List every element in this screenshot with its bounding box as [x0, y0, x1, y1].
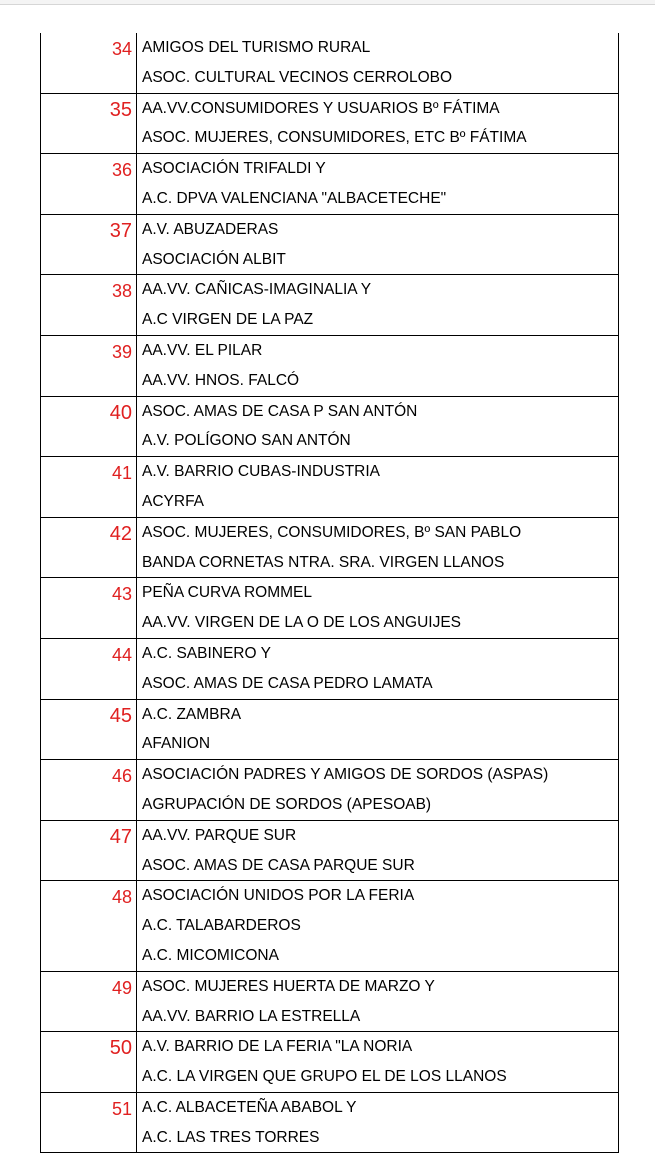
row-number: 44 [111, 644, 132, 665]
association-name: A.V. BARRIO CUBAS-INDUSTRIA [142, 463, 381, 481]
association-name: ASOCIACIÓN PADRES Y AMIGOS DE SORDOS (ASPAS) [142, 766, 549, 784]
table-row [41, 881, 619, 971]
row-number-cell [41, 881, 137, 971]
association-names-cell [137, 33, 619, 93]
row-number: 49 [111, 977, 132, 998]
association-names-cell [137, 699, 619, 760]
association-name: ASOCIACIÓN TRIFALDI Y [142, 160, 326, 178]
association-name: AA.VV. BARRIO LA ESTRELLA [142, 1007, 361, 1025]
association-name: A.C. MICOMICONA [142, 946, 279, 964]
row-number-cell [41, 33, 137, 93]
association-name: ASOC. MUJERES, CONSUMIDORES, Bº SAN PABLO [142, 523, 522, 541]
row-number: 46 [111, 766, 132, 787]
row-number: 45 [109, 704, 132, 727]
row-number-cell [41, 760, 137, 821]
association-name: ASOC. CULTURAL VECINOS CERROLOBO [142, 68, 453, 86]
association-names-cell [137, 93, 619, 154]
association-name: A.C. TALABARDEROS [142, 917, 301, 935]
table-row [41, 1092, 619, 1153]
association-name: AA.VV. PARQUE SUR [142, 826, 297, 844]
association-name: BANDA CORNETAS NTRA. SRA. VIRGEN LLANOS [142, 553, 505, 571]
association-name: A.C. LAS TRES TORRES [142, 1128, 320, 1146]
row-number: 50 [109, 1037, 132, 1060]
association-name: A.C. ALBACETEÑA ABABOL Y [142, 1098, 357, 1116]
row-number-cell [41, 154, 137, 215]
row-number-cell [41, 699, 137, 760]
association-names-cell [137, 335, 619, 396]
row-number-cell [41, 1032, 137, 1093]
row-number: 39 [111, 341, 132, 362]
row-number-cell [41, 396, 137, 457]
association-name: A.V. POLÍGONO SAN ANTÓN [142, 432, 351, 450]
row-number: 34 [111, 39, 132, 59]
row-number-cell [41, 335, 137, 396]
association-name: ACYRFA [142, 492, 205, 510]
association-name: AA.VV. EL PILAR [142, 341, 263, 359]
association-name: AA.VV. CAÑICAS-IMAGINALIA Y [142, 281, 372, 299]
table-row [41, 971, 619, 1032]
table-row [41, 335, 619, 396]
association-names-cell [137, 578, 619, 639]
association-name: A.C. ZAMBRA [142, 705, 242, 723]
row-number: 37 [109, 219, 132, 242]
table-body [41, 33, 619, 1153]
table-row [41, 517, 619, 578]
row-number-cell [41, 638, 137, 699]
table-row [41, 699, 619, 760]
association-table [40, 33, 619, 1153]
association-name: A.C. SABINERO Y [142, 644, 271, 662]
row-number: 35 [109, 98, 132, 121]
table-row [41, 275, 619, 336]
association-name: AGRUPACIÓN DE SORDOS (APESOAB) [142, 795, 432, 813]
table-row [41, 93, 619, 154]
table-row [41, 154, 619, 215]
row-number-cell [41, 971, 137, 1032]
association-name: AA.VV. HNOS. FALCÓ [142, 371, 300, 389]
row-number-cell [41, 93, 137, 154]
association-name: AA.VV. VIRGEN DE LA O DE LOS ANGUIJES [142, 614, 462, 632]
table-row [41, 214, 619, 275]
association-name: AA.VV.CONSUMIDORES Y USUARIOS Bº FÁTIMA [142, 99, 500, 117]
association-name: ASOC. MUJERES, CONSUMIDORES, ETC Bº FÁTIMA [142, 129, 527, 147]
association-name: PEÑA CURVA ROMMEL [142, 584, 312, 602]
row-number: 36 [111, 160, 132, 181]
page-top-edge [0, 0, 655, 5]
association-names-cell [137, 457, 619, 518]
association-names-cell [137, 1032, 619, 1093]
association-names-cell [137, 517, 619, 578]
association-name: A.C VIRGEN DE LA PAZ [142, 311, 314, 329]
row-number-cell [41, 820, 137, 881]
association-names-cell [137, 275, 619, 336]
table-row [41, 457, 619, 518]
row-number-cell [41, 578, 137, 639]
row-number: 41 [111, 463, 132, 484]
association-names-cell [137, 881, 619, 971]
row-number: 51 [111, 1098, 132, 1119]
table-row [41, 820, 619, 881]
table-row [41, 1032, 619, 1093]
association-names-cell [137, 820, 619, 881]
row-number-cell [41, 1092, 137, 1153]
row-number: 38 [111, 281, 132, 302]
association-name: A.C. LA VIRGEN QUE GRUPO EL DE LOS LLANOS [142, 1068, 507, 1086]
association-names-cell [137, 214, 619, 275]
association-name: A.C. DPVA VALENCIANA "ALBACETECHE" [142, 189, 447, 207]
row-number: 48 [111, 887, 132, 908]
row-number: 42 [109, 522, 132, 545]
association-name: ASOCIACIÓN UNIDOS POR LA FERIA [142, 887, 415, 905]
row-number-cell [41, 457, 137, 518]
association-names-cell [137, 1092, 619, 1153]
row-number-cell [41, 275, 137, 336]
table-row [41, 578, 619, 639]
association-name: AFANION [142, 735, 211, 753]
association-name: A.V. ABUZADERAS [142, 220, 279, 238]
association-names-cell [137, 760, 619, 821]
association-name: A.V. BARRIO DE LA FERIA "LA NORIA [142, 1038, 413, 1056]
row-number: 47 [109, 825, 132, 848]
row-number: 40 [109, 401, 132, 424]
association-name: ASOC. AMAS DE CASA PARQUE SUR [142, 856, 415, 874]
association-names-cell [137, 971, 619, 1032]
association-name: ASOC. AMAS DE CASA PEDRO LAMATA [142, 674, 433, 692]
association-names-cell [137, 396, 619, 457]
association-name: ASOC. AMAS DE CASA P SAN ANTÓN [142, 402, 418, 420]
table-row [41, 638, 619, 699]
association-name: ASOC. MUJERES HUERTA DE MARZO Y [142, 977, 435, 995]
association-name: AMIGOS DEL TURISMO RURAL [142, 39, 371, 56]
table-row [41, 760, 619, 821]
row-number-cell [41, 517, 137, 578]
table-row [41, 33, 619, 93]
row-number: 43 [111, 584, 132, 605]
association-name: ASOCIACIÓN ALBIT [142, 250, 286, 268]
association-names-cell [137, 638, 619, 699]
table-row [41, 396, 619, 457]
association-names-cell [137, 154, 619, 215]
row-number-cell [41, 214, 137, 275]
